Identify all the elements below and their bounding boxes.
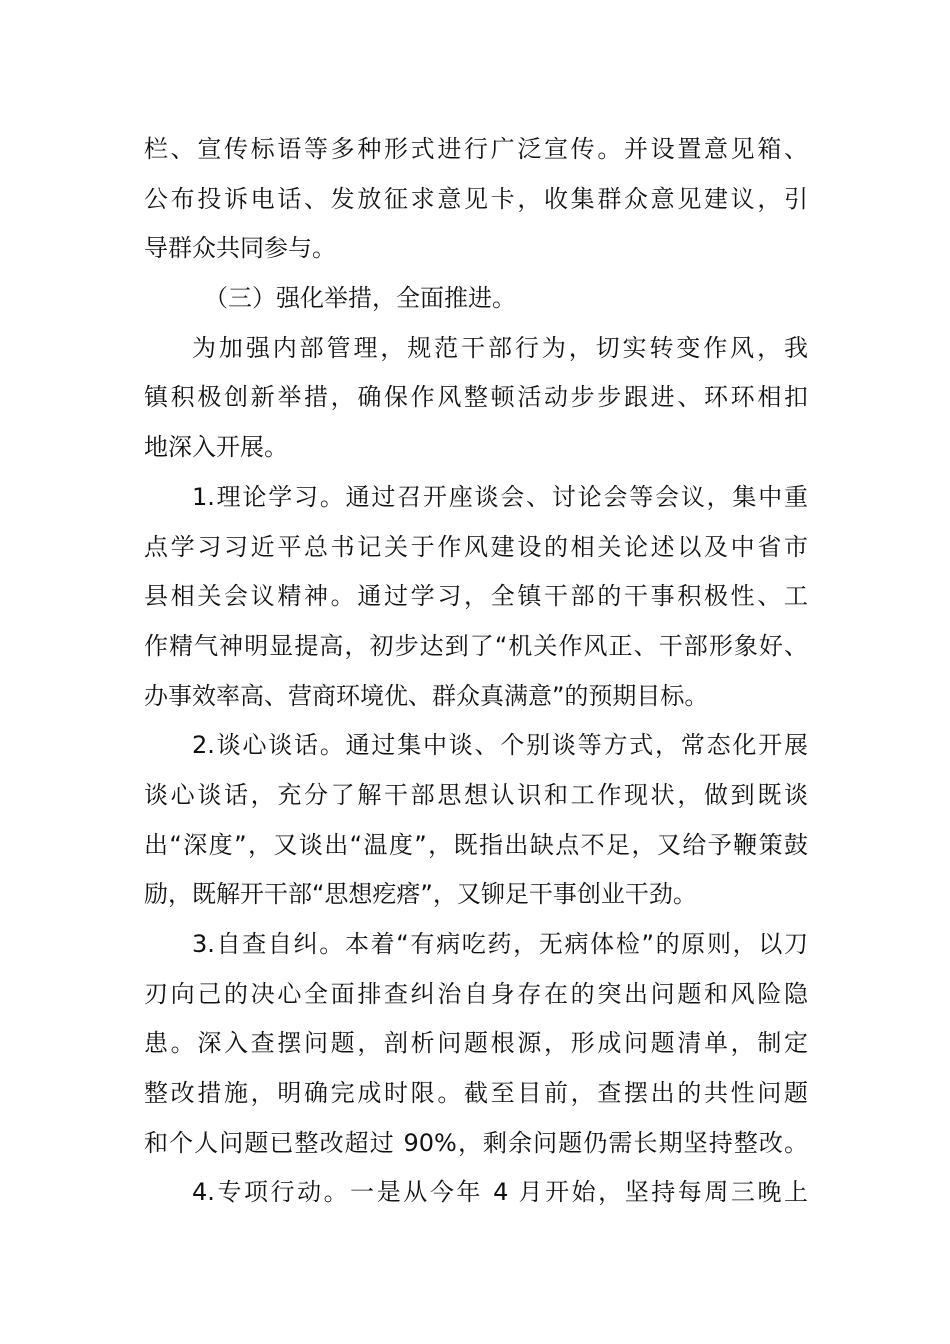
- text-line: 栏、宣传标语等多种形式进行广泛宣传。并设置意见箱、: [144, 135, 808, 163]
- text-line: 点学习习近平总书记关于作风建设的相关论述以及中省市: [144, 532, 808, 561]
- text-line: 励，既解开干部“思想疙瘩”，又铆足干事创业干劲。: [144, 880, 697, 909]
- text-line: 患。深入查摆问题，剖析问题根源，形成问题清单，制定: [144, 1029, 808, 1058]
- text-line: 办事效率高、营商环境优、群众真满意”的预期目标。: [144, 681, 709, 710]
- text-line: 作精气神明显提高，初步达到了“机关作风正、干部形象好、: [144, 631, 808, 660]
- text-line: 刃向己的决心全面排查纠治自身存在的突出问题和风险隐: [144, 979, 808, 1008]
- text-line: 整改措施，明确完成时限。截至目前，查摆出的共性问题: [144, 1079, 808, 1108]
- text-line: 导群众共同参与。: [144, 234, 336, 263]
- document-body: [144, 125, 808, 1218]
- item-heading-line: 4.专项行动。一是从今年 4 月开始，坚持每周三晚上: [192, 1178, 808, 1207]
- text-line: 县相关会议精神。通过学习，全镇干部的干事积极性、工: [144, 582, 808, 611]
- item-heading-line: 2.谈心谈话。通过集中谈、个别谈等方式，常态化开展: [192, 731, 808, 760]
- section-heading: （三）强化举措，全面推进。: [204, 284, 516, 313]
- text-line: 镇积极创新举措，确保作风整顿活动步步跟进、环环相扣: [144, 383, 808, 412]
- text-line: 和个人问题已整改超过 90%，剩余问题仍需长期坚持整改。: [144, 1128, 808, 1157]
- text-line: 谈心谈话，充分了解干部思想认识和工作现状，做到既谈: [144, 780, 808, 809]
- item-heading-line: 1.理论学习。通过召开座谈会、讨论会等会议，集中重: [192, 482, 808, 511]
- text-line: 为加强内部管理，规范干部行为，切实转变作风，我: [192, 333, 808, 362]
- text-line: 地深入开展。: [144, 433, 288, 462]
- text-line: 出“深度”，又谈出“温度”，既指出缺点不足，又给予鞭策鼓: [144, 830, 808, 859]
- item-heading-line: 3.自查自纠。本着“有病吃药，无病体检”的原则，以刀: [192, 930, 808, 958]
- text-line: 公布投诉电话、发放征求意见卡，收集群众意见建议，引: [144, 184, 808, 213]
